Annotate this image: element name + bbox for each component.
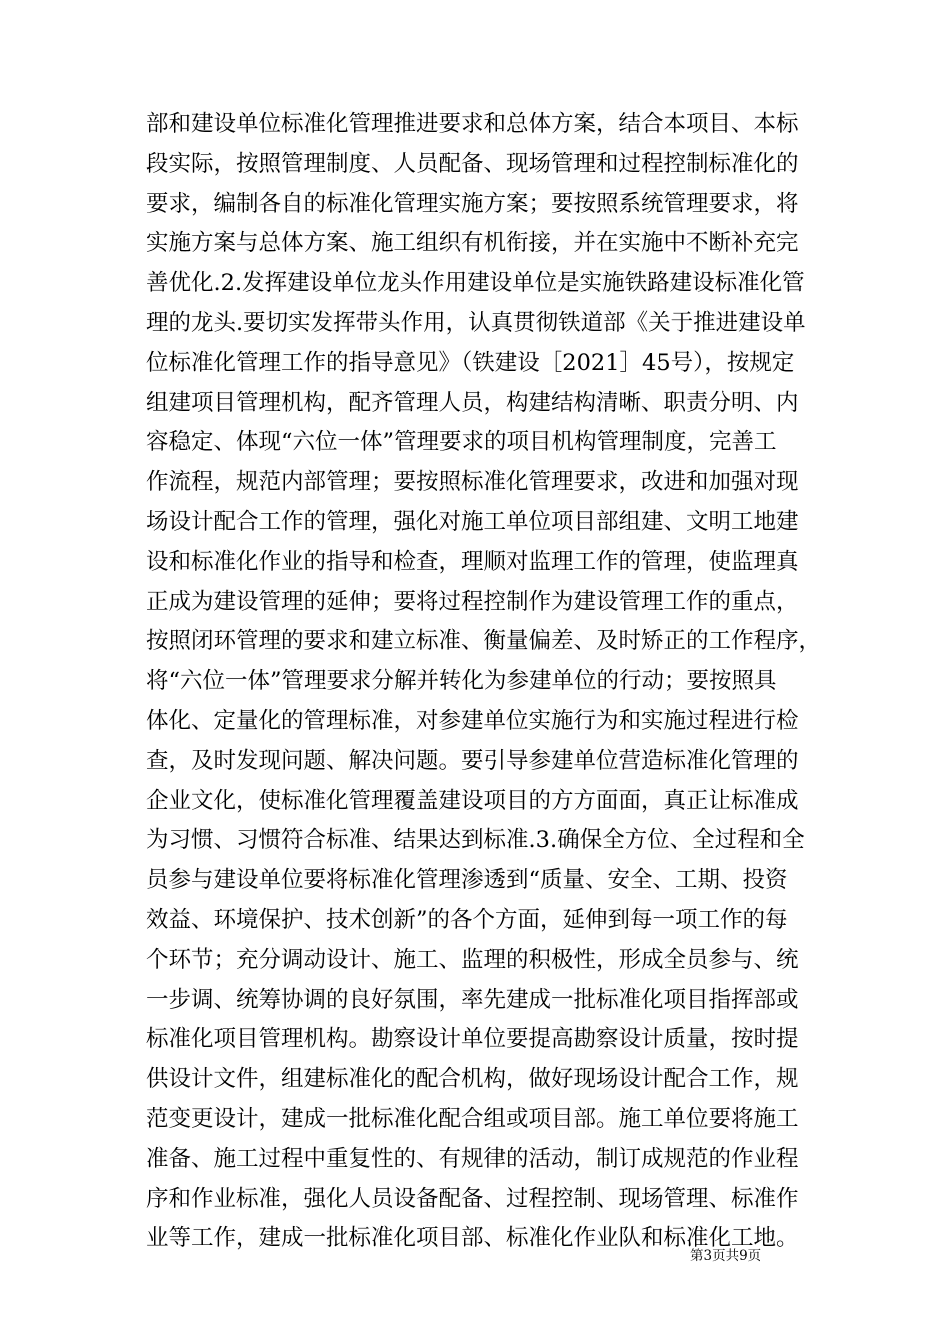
- text-line: 作流程，规范内部管理；要按照标准化管理要求，改进和加强对现: [146, 469, 799, 496]
- text-line: 容稳定、体现“六位一体”管理要求的项目机构管理制度，完善工: [146, 429, 777, 456]
- text-line: 位标准化管理工作的指导意见》（铁建设［2021］45号），按规定: [146, 349, 795, 376]
- text-line: 将“六位一体”管理要求分解并转化为参建单位的行动；要按照具: [146, 668, 777, 695]
- text-line: 为习惯、习惯符合标准、结果达到标准.3.确保全方位、全过程和全: [146, 827, 805, 854]
- text-line: 段实际，按照管理制度、人员配备、现场管理和过程控制标准化的: [146, 150, 799, 177]
- text-line: 善优化.2.发挥建设单位龙头作用建设单位是实施铁路建设标准化管: [146, 270, 805, 297]
- page-number: 第3页共9页: [690, 1248, 762, 1264]
- text-line: 场设计配合工作的管理，强化对施工单位项目部组建、文明工地建: [146, 508, 799, 535]
- body-text: [146, 105, 826, 1259]
- text-line: 企业文化，使标准化管理覆盖建设项目的方方面面，真正让标准成: [146, 787, 799, 814]
- text-line: 序和作业标准，强化人员设备配备、过程控制、现场管理、标准作: [146, 1185, 799, 1212]
- text-line: 个环节；充分调动设计、施工、监理的积极性，形成全员参与、统: [146, 946, 799, 973]
- text-line: 要求，编制各自的标准化管理实施方案；要按照系统管理要求，将: [146, 190, 799, 217]
- text-line: 正成为建设管理的延伸；要将过程控制作为建设管理工作的重点，: [146, 588, 799, 615]
- text-line: 按照闭环管理的要求和建立标准、衡量偏差、及时矫正的工作程序，: [146, 628, 822, 655]
- text-line: 范变更设计，建成一批标准化配合组或项目部。施工单位要将施工: [146, 1105, 799, 1132]
- text-line: 查，及时发现问题、解决问题。要引导参建单位营造标准化管理的: [146, 747, 799, 774]
- text-line: 一步调、统筹协调的良好氛围，率先建成一批标准化项目指挥部或: [146, 986, 799, 1013]
- text-line: 体化、定量化的管理标准，对参建单位实施行为和实施过程进行检: [146, 707, 799, 734]
- text-line: 员参与建设单位要将标准化管理渗透到“质量、安全、工期、投资: [146, 867, 788, 894]
- text-line: 设和标准化作业的指导和检查，理顺对监理工作的管理，使监理真: [146, 548, 799, 575]
- text-line: 准备、施工过程中重复性的、有规律的活动，制订成规范的作业程: [146, 1145, 799, 1172]
- text-line: 实施方案与总体方案、施工组织有机衔接，并在实施中不断补充完: [146, 230, 799, 257]
- text-line: 业等工作，建成一批标准化项目部、标准化作业队和标准化工地。: [146, 1225, 799, 1252]
- text-line: 供设计文件，组建标准化的配合机构，做好现场设计配合工作，规: [146, 1066, 799, 1093]
- text-line: 理的龙头.要切实发挥带头作用，认真贯彻铁道部《关于推进建设单: [146, 309, 806, 336]
- text-line: 标准化项目管理机构。勘察设计单位要提高勘察设计质量，按时提: [146, 1026, 799, 1053]
- text-line: 效益、环境保护、技术创新”的各个方面，延伸到每一项工作的每: [146, 906, 788, 933]
- text-line: 组建项目管理机构，配齐管理人员，构建结构清晰、职责分明、内: [146, 389, 799, 416]
- text-line: 部和建设单位标准化管理推进要求和总体方案，结合本项目、本标: [146, 111, 799, 137]
